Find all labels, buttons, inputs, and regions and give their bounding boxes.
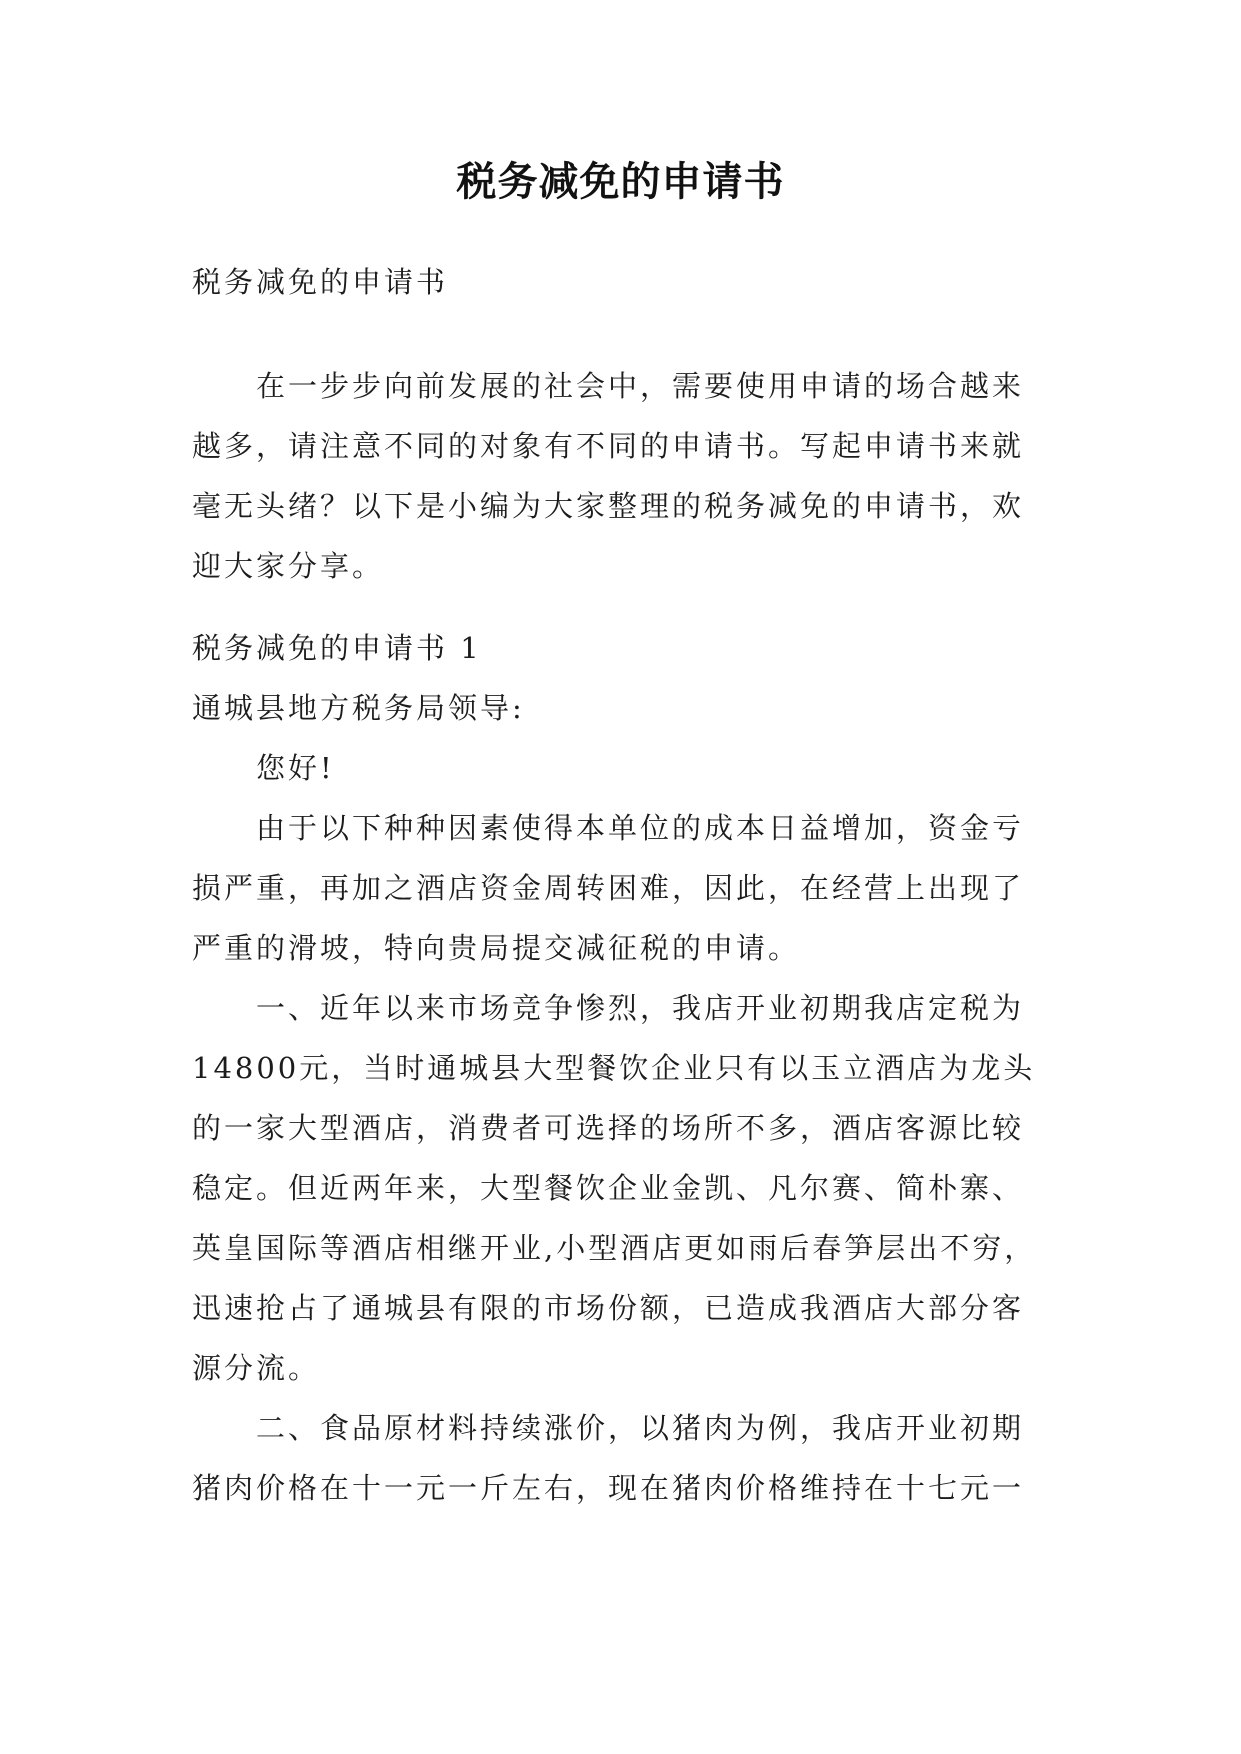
greeting: 您好! <box>256 751 335 785</box>
section-heading: 税务减免的申请书 1 <box>192 631 482 665</box>
document-subtitle: 税务减免的申请书 <box>192 265 449 299</box>
intro-block <box>192 356 1052 596</box>
body-paragraph: 由于以下种种因素使得本单位的成本日益增加，资金亏损严重，再加之酒店资金周转困难，因此，在经营上出现了严重的滑坡，特向贵局提交减征税的申请。 <box>192 811 1025 965</box>
document-title: 税务减免的申请书 <box>456 159 785 205</box>
addressee: 通城县地方税务局领导: <box>192 691 525 725</box>
body-paragraph: 一、近年以来市场竞争惨烈，我店开业初期我店定税为14800元，当时通城县大型餐饮企业只有以玉立酒店为龙头的一家大型酒店，消费者可选择的场所不多，酒店客源比较稳定。但近两年来，大型餐饮企业金凯、凡尔赛、简朴寨、英皇国际等酒店相继开业,小型酒店更如雨后春笋层出不穷，迅速抢占了通城县有限的市场份额，已造成我酒店大部分客源分流。 <box>192 991 1037 1385</box>
document-subtitle-block <box>192 252 1052 312</box>
section-1 <box>192 618 1052 1518</box>
intro-paragraph: 在一步步向前发展的社会中，需要使用申请的场合越来越多，请注意不同的对象有不同的申请书。写起申请书来就毫无头绪？以下是小编为大家整理的税务减免的申请书，欢迎大家分享。 <box>192 369 1025 583</box>
body-paragraph: 二、食品原材料持续涨价，以猪肉为例，我店开业初期猪肉价格在十一元一斤左右，现在猪肉价格维持在十七元一 <box>192 1411 1025 1505</box>
